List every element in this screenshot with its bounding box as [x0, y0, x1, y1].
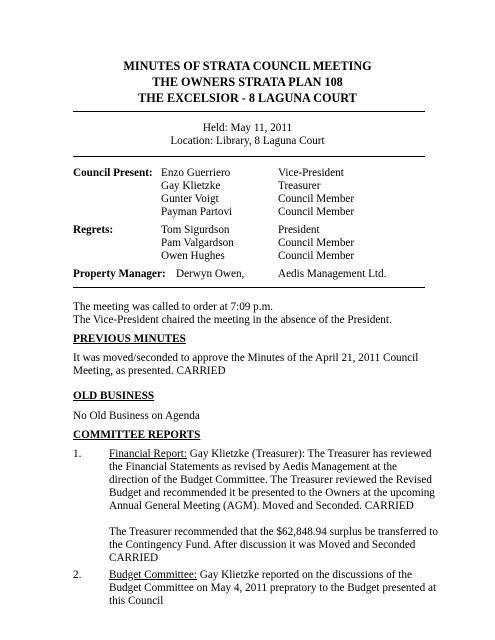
- old-business-text: No Old Business on Agenda: [73, 410, 200, 422]
- council-member-role: Council Member: [278, 193, 355, 205]
- council-member-name: Payman Partovi: [161, 206, 233, 218]
- regrets-role: President: [278, 224, 320, 236]
- financial-report-surplus-text: The Treasurer recommended that the $62,848.94 surplus be transferred to the Contingency Fund. After discussion it was Moved and Seconded CARRIED: [109, 526, 439, 564]
- old-business-heading: OLD BUSINESS: [73, 390, 155, 402]
- financial-report-item: [109, 448, 439, 513]
- previous-minutes-heading: PREVIOUS MINUTES: [73, 333, 186, 345]
- financial-report-text: Gay Klietzke (Treasurer): The Treasurer has reviewed the Financial Statements as revised by Aedis Management at the direction of the Budget Committee. The Treasurer reviewed the Revised Budget and recommended it be presented to the Owners at the upcoming Annual General Meeting (AGM). Moved and Seconded. CARRIED: [109, 448, 435, 512]
- council-member-role: Treasurer: [278, 180, 321, 192]
- divider-attendance: [73, 156, 425, 157]
- title-line-2: THE OWNERS STRATA PLAN 108: [152, 75, 343, 89]
- budget-committee-title: Budget Committee:: [109, 569, 197, 581]
- regrets-name: Owen Hughes: [161, 250, 225, 262]
- budget-committee-item: [109, 569, 439, 608]
- property-manager-name: Derwyn Owen,: [176, 268, 245, 280]
- council-member-role: Vice-President: [278, 167, 344, 179]
- regrets-role: Council Member: [278, 237, 355, 249]
- council-present-label: Council Present:: [73, 167, 153, 179]
- budget-committee-text: Gay Klietzke reported on the discussions of the Budget Committee on May 4, 2011 prepratory to the Budget presented at this Council: [109, 569, 437, 607]
- council-member-name: Gunter Voigt: [161, 193, 219, 205]
- divider-top: [73, 111, 425, 112]
- regrets-role: Council Member: [278, 250, 355, 262]
- financial-report-title: Financial Report:: [109, 448, 187, 460]
- item-number: 2.: [73, 569, 82, 581]
- council-member-role: Council Member: [278, 206, 355, 218]
- divider-body: [73, 287, 425, 288]
- committee-reports-heading: COMMITTEE REPORTS: [73, 429, 201, 441]
- meeting-location: Location: Library, 8 Laguna Court: [170, 135, 325, 147]
- regrets-label: Regrets:: [73, 224, 114, 236]
- previous-minutes-text: It was moved/seconded to approve the Minutes of the April 21, 2011 Council Meeting, as presented. CARRIED: [73, 352, 419, 377]
- meeting-held: Held: May 11, 2011: [202, 122, 293, 134]
- regrets-name: Tom Sigurdson: [161, 224, 230, 236]
- item-number: 1.: [73, 448, 82, 460]
- opening-line-1: The meeting was called to order at 7:09 p.m.: [73, 301, 274, 313]
- council-member-name: Gay Klietzke: [161, 180, 221, 192]
- council-member-name: Enzo Guerriero: [161, 167, 231, 179]
- regrets-name: Pam Valgardson: [161, 237, 234, 249]
- property-manager-company: Aedis Management Ltd.: [278, 268, 387, 280]
- property-manager-label: Property Manager:: [73, 268, 166, 280]
- title-line-3: THE EXCELSIOR - 8 LAGUNA COURT: [138, 91, 357, 105]
- opening-line-2: The Vice-President chaired the meeting in the absence of the President.: [73, 314, 392, 326]
- title-line-1: MINUTES OF STRATA COUNCIL MEETING: [123, 59, 372, 73]
